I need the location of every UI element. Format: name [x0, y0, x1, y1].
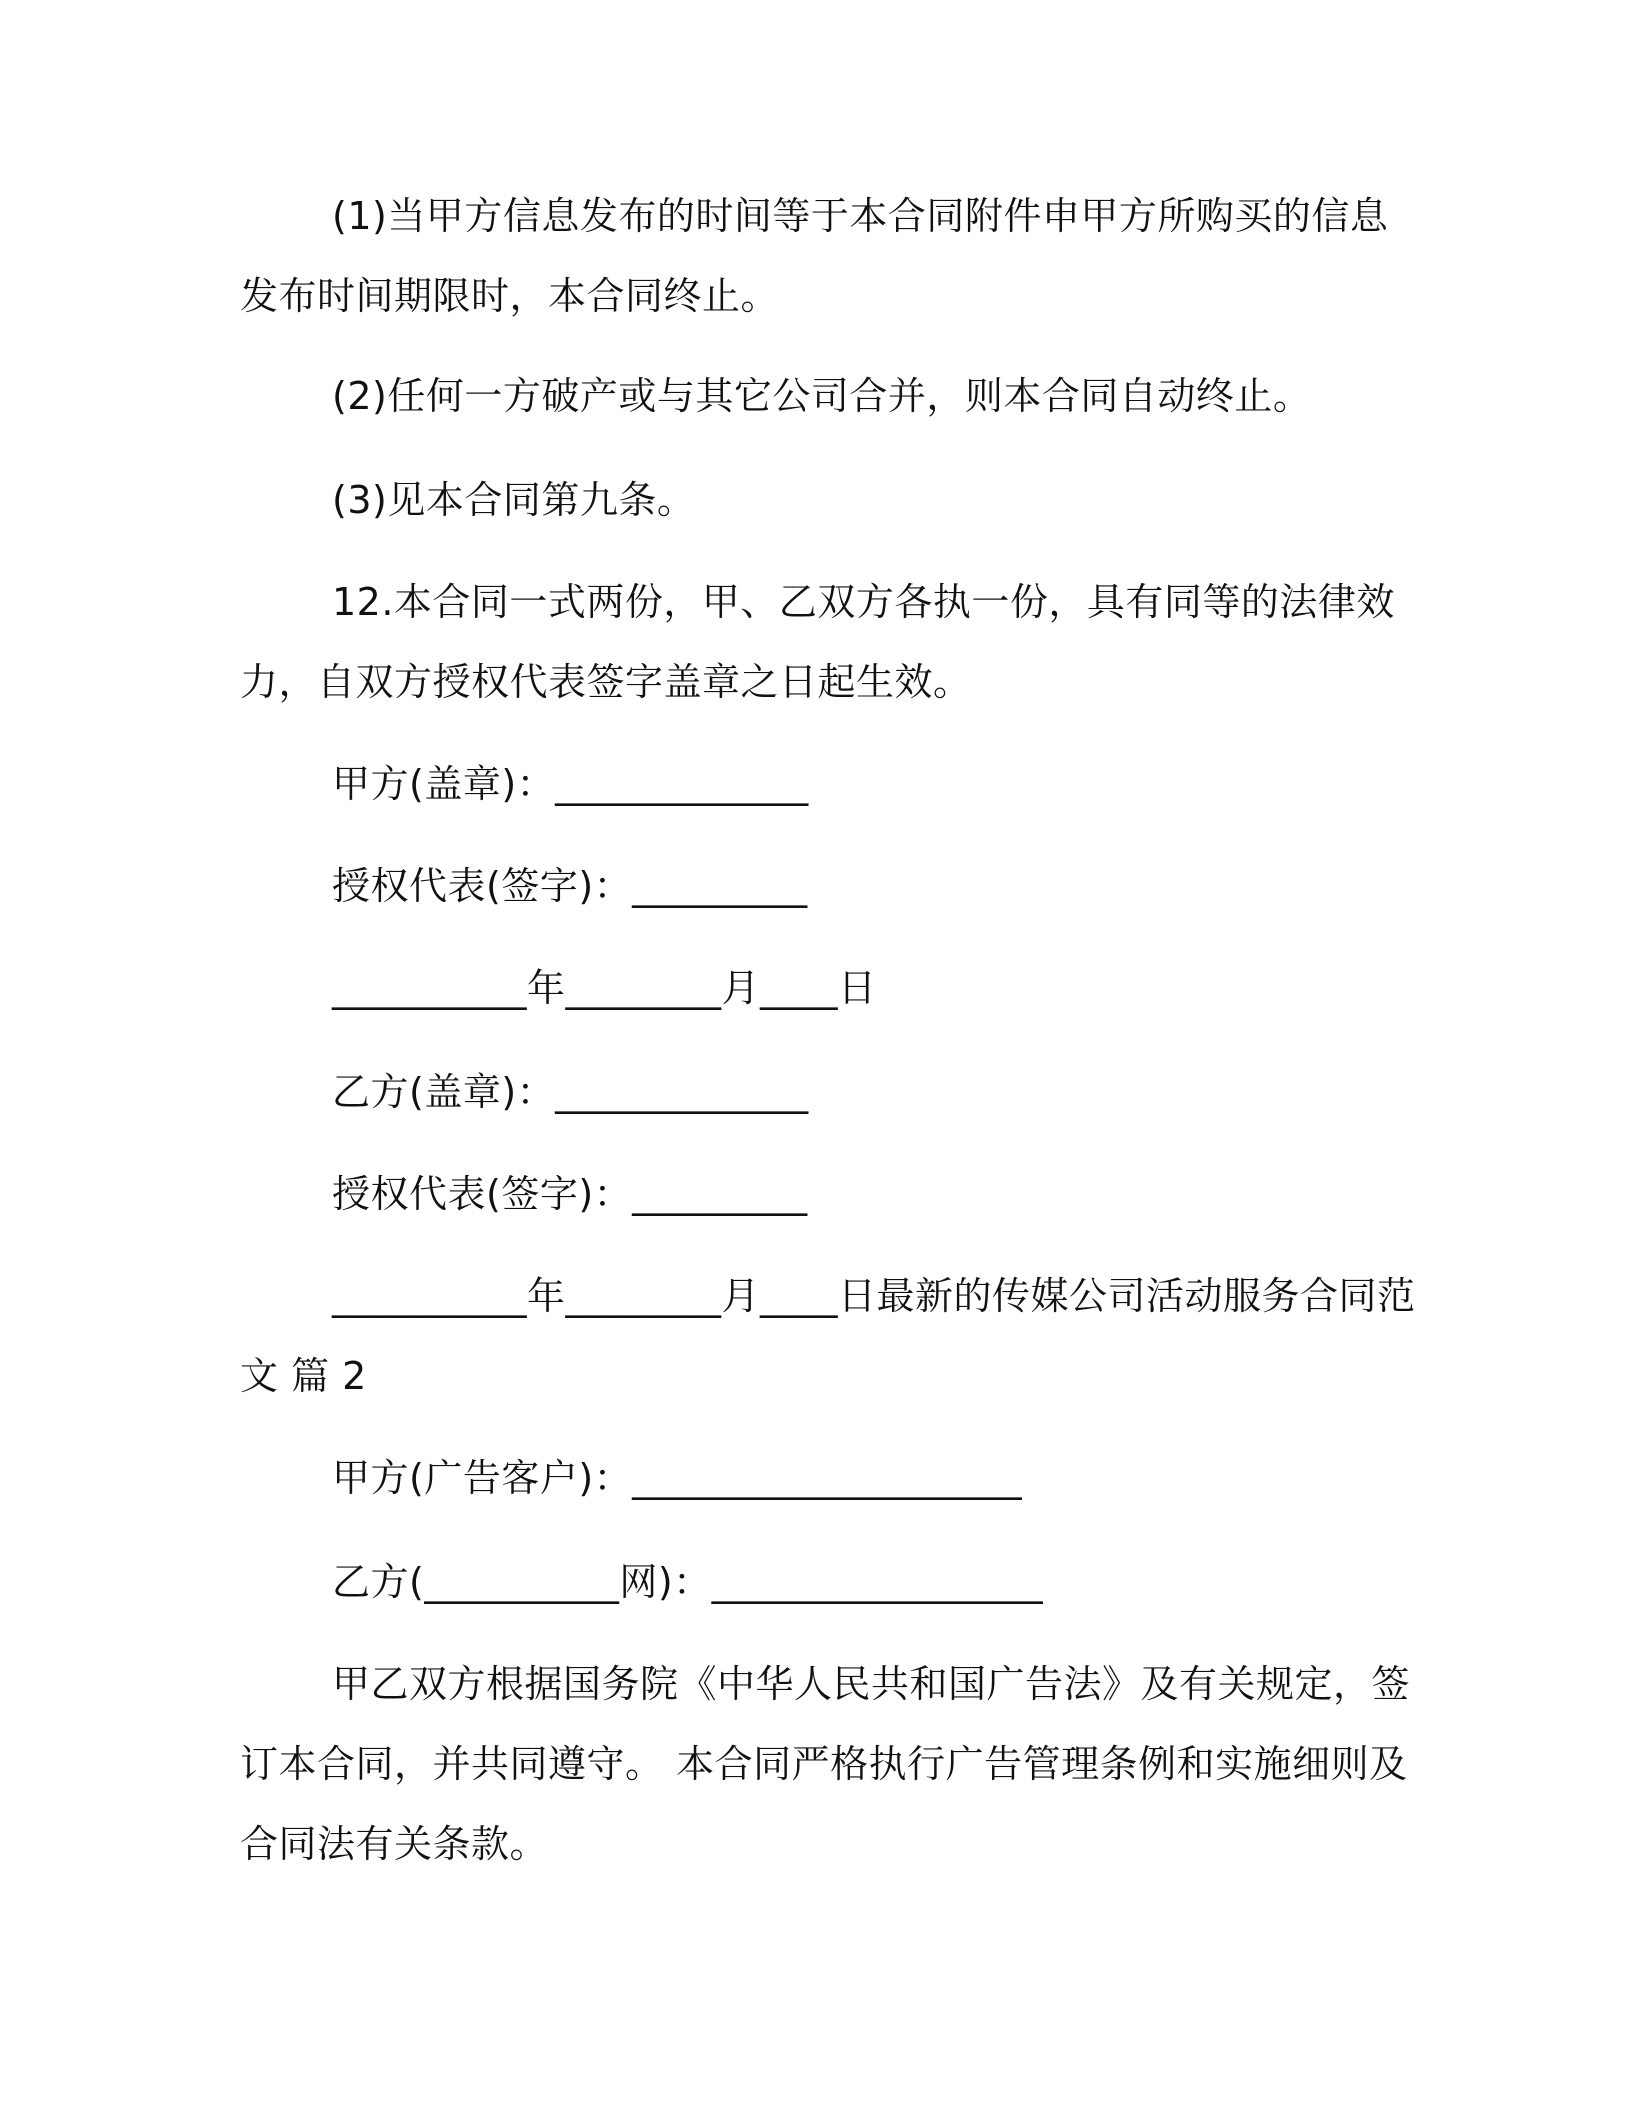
clause-2: (2)任何一方破产或与其它公司合并，则本合同自动终止。 — [332, 374, 1312, 418]
clause-12-line-2: 力，自双方授权代表签字盖章之日起生效。 — [240, 660, 972, 704]
clause-1-line-1: (1)当甲方信息发布的时间等于本合同附件申甲方所购买的信息 — [332, 194, 1389, 238]
party-a-seal-field: 甲方(盖章)：_____________ — [332, 762, 809, 806]
party-b-seal-field: 乙方(盖章)：_____________ — [332, 1070, 809, 1114]
party-b-date-and-title-line-1: __________年________月____日最新的传媒公司活动服务合同范 — [332, 1274, 1416, 1318]
party-a-representative-field: 授权代表(签字)：_________ — [332, 864, 808, 908]
preamble-line-1: 甲乙双方根据国务院《中华人民共和国广告法》及有关规定，签 — [332, 1662, 1411, 1706]
title-line-2: 文 篇 2 — [240, 1354, 367, 1398]
clause-12-line-1: 12.本合同一式两份，甲、乙双方各执一份，具有同等的法律效 — [332, 580, 1395, 624]
party-a-date-field: __________年________月____日 — [332, 966, 877, 1010]
clause-1-line-2: 发布时间期限时，本合同终止。 — [240, 274, 780, 318]
party-b-website-field: 乙方(__________网)：_________________ — [332, 1560, 1044, 1604]
clause-3: (3)见本合同第九条。 — [332, 478, 696, 522]
preamble-line-2: 订本合同，并共同遵守。 本合同严格执行广告管理条例和实施细则及 — [240, 1742, 1408, 1786]
preamble-line-3: 合同法有关条款。 — [240, 1822, 549, 1866]
party-b-representative-field: 授权代表(签字)：_________ — [332, 1172, 808, 1216]
party-a-client-field: 甲方(广告客户)：____________________ — [332, 1456, 1023, 1500]
